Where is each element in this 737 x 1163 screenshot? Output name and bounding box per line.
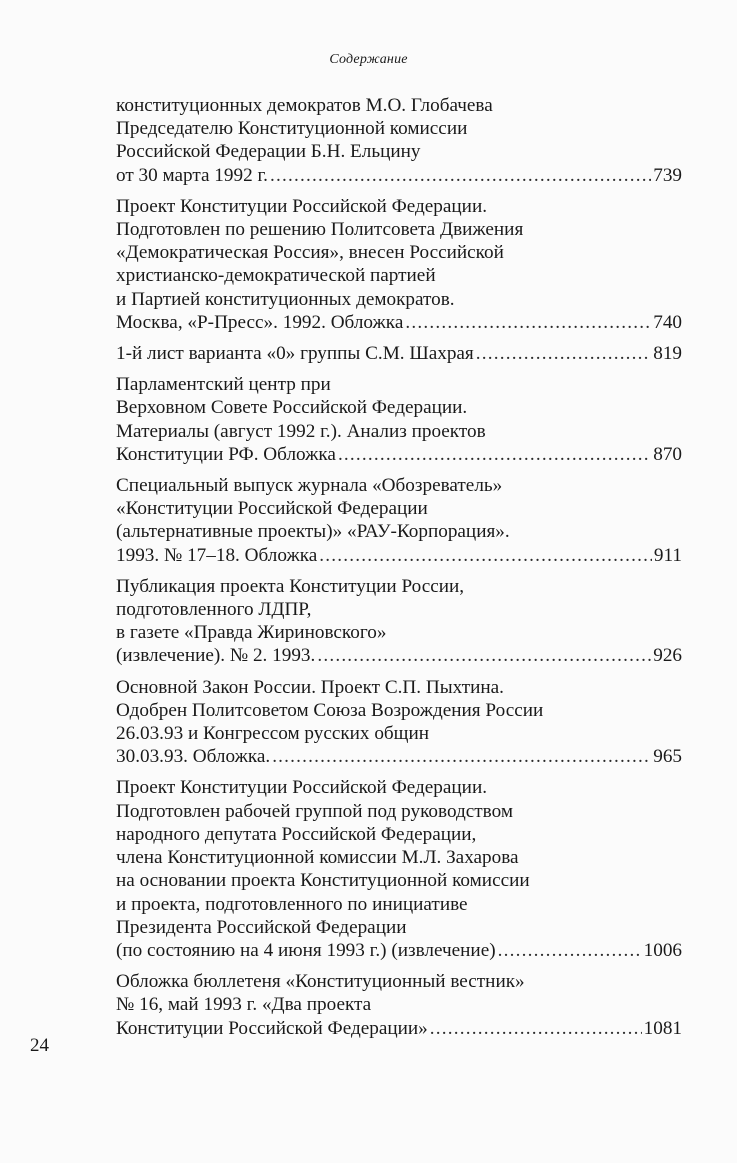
toc-entry-line: Одобрен Политсоветом Союза Возрождения России [116,699,544,721]
dot-leader [498,939,642,962]
toc-entry-line: Публикация проекта Конституции России, [116,575,465,597]
toc-entry-line: Парламентский центр при [116,374,331,396]
toc-entry-text: 1-й лист варианта «0» группы С.М. Шахрая [116,343,474,365]
table-of-contents [116,94,682,1048]
toc-entry-line: (альтернативные проекты)» «РАУ-Корпорация». [116,521,510,543]
toc-entry[interactable] [116,373,682,466]
toc-entry-line: Специальный выпуск журнала «Обозреватель» [116,475,503,497]
toc-entry-line: в газете «Правда Жириновского» [116,622,387,644]
toc-entry-last-line [116,544,682,567]
toc-page-number[interactable]: 911 [653,544,682,566]
toc-entry-last-line [116,342,682,365]
toc-entry[interactable] [116,970,682,1040]
toc-entry-last-line [116,443,682,466]
dot-leader [272,745,651,768]
toc-page-number[interactable]: 965 [653,746,682,768]
dot-leader [405,311,651,334]
toc-entry-last-line [116,644,682,667]
toc-entry-line: Подготовлен рабочей группой под руководством [116,800,513,822]
toc-entry-line: христианско-демократической партией [116,265,436,287]
toc-entry-last-line [116,745,682,768]
toc-page-number[interactable]: 819 [653,343,682,365]
dot-leader [430,1017,642,1040]
toc-page-number[interactable]: 1081 [643,1017,682,1039]
toc-entry-line: 26.03.93 и Конгрессом русских общин [116,723,429,745]
toc-entry-text: Москва, «Р-Пресс». 1992. Обложка [116,311,404,333]
toc-entry-text: от 30 марта 1992 г. [116,164,268,186]
toc-entry-last-line [116,1017,682,1040]
toc-entry-text: (извлечение). № 2. 1993. [116,645,316,667]
toc-entry[interactable] [116,575,682,668]
toc-entry-text: Конституции РФ. Обложка [116,443,336,465]
toc-entry[interactable] [116,676,682,769]
page-number: 24 [30,1035,49,1056]
toc-entry[interactable] [116,94,682,187]
toc-entry[interactable] [116,474,682,567]
toc-entry-line: Президента Российской Федерации [116,916,407,938]
toc-entry-line: Подготовлен по решению Политсовета Движения [116,219,524,241]
toc-entry-line: члена Конституционной комиссии М.Л. Захарова [116,847,519,869]
toc-entry[interactable] [116,342,682,365]
toc-entry-line: конституционных демократов М.О. Глобачева [116,95,493,116]
toc-entry-line: Верховном Совете Российской Федерации. [116,397,468,419]
toc-entry-last-line [116,939,682,962]
dot-leader [319,544,652,567]
toc-entry-line: народного депутата Российской Федерации, [116,823,477,845]
toc-entry-line: Российской Федерации Б.Н. Ельцину [116,141,421,163]
toc-entry-line: Проект Конституции Российской Федерации. [116,777,488,799]
toc-entry[interactable] [116,776,682,962]
toc-entry-line: Председателю Конституционной комиссии [116,118,468,140]
dot-leader [338,443,651,466]
toc-page-number[interactable]: 926 [653,645,682,667]
running-header: Содержание [329,52,408,67]
toc-page-number[interactable]: 739 [653,164,682,186]
toc-entry-last-line [116,164,682,187]
toc-entry-line: Обложка бюллетеня «Конституционный вестник» [116,971,525,993]
toc-entry-last-line [116,311,682,334]
toc-entry-line: подготовленного ЛДПР, [116,599,312,621]
toc-entry-line: «Демократическая Россия», внесен Российской [116,242,504,264]
toc-entry-line: № 16, май 1993 г. «Два проекта [116,994,372,1016]
toc-entry-line: на основании проекта Конституционной комиссии [116,870,530,892]
dot-leader [270,164,651,187]
dot-leader [476,342,651,365]
toc-entry-text: 1993. № 17–18. Обложка [116,544,318,566]
toc-entry-text: (по состоянию на 4 июня 1993 г.) (извлечение) [116,939,496,961]
toc-entry-line: и проекта, подготовленного по инициативе [116,893,468,915]
toc-page-number[interactable]: 870 [653,443,682,465]
toc-page-number[interactable]: 1006 [643,939,682,961]
toc-page-number[interactable]: 740 [653,311,682,333]
toc-entry-line: Основной Закон России. Проект С.П. Пыхтина. [116,676,504,698]
toc-entry-line: Материалы (август 1992 г.). Анализ проектов [116,420,486,442]
toc-entry-line: «Конституции Российской Федерации [116,498,428,520]
toc-entry-line: Проект Конституции Российской Федерации. [116,195,488,217]
dot-leader [317,644,651,667]
toc-entry[interactable] [116,195,682,334]
toc-entry-text: Конституции Российской Федерации» [116,1017,428,1039]
toc-entry-line: и Партией конституционных демократов. [116,288,455,310]
toc-entry-text: 30.03.93. Обложка. [116,746,271,768]
